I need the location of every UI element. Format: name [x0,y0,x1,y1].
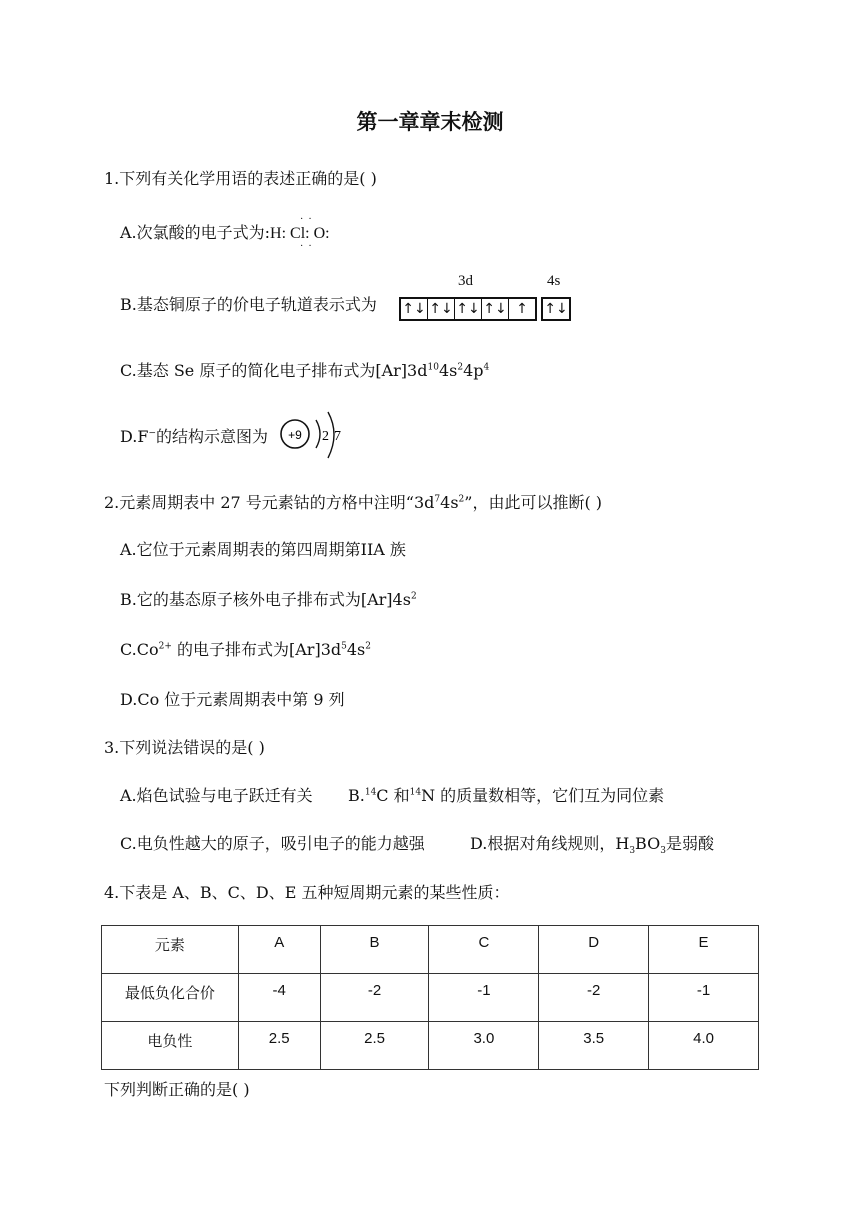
table-cell: 电负性 [102,1022,239,1070]
q3-option-c: C.电负性越大的原子，吸引电子的能力越强 [120,834,425,853]
q1-option-c: C.基态 Se 原子的简化电子排布式为$[Ar]3d^{10}4s^24p^4$ [120,361,490,380]
q1-option-a [120,214,330,252]
orbital-cell: ↑↓ [401,299,428,319]
table-cell: 2.5 [238,1022,320,1070]
q2-option-d: D.Co 位于元素周期表中第 9 列 [120,690,345,709]
nucleus-charge: +9 [288,428,302,442]
table-header-cell: E [649,926,759,974]
q2-stem: 2.元素周期表中 27 号元素钴的方格中注明“$3d^74s^2$”，由此可以推断( ) [104,493,603,512]
q1-option-a-text: A.次氯酸的电子式为: [120,223,271,242]
shell-electron-count: 7 [334,429,341,444]
q4-followup: 下列判断正确的是( ) [104,1080,250,1099]
table-header-cell: D [539,926,649,974]
fluorine-atom-structure-diagram [278,408,348,464]
hclo-electron-formula: ·· ·· H: Cl: O: [270,214,330,252]
table-row [102,974,759,1022]
orbital-box-4s [541,297,571,321]
table-cell: -2 [539,974,649,1022]
q3-option-b: B.$^{14}$C 和$^{14}$N 的质量数相等，它们互为同位素 [348,786,665,805]
q3-option-d: D.根据对角线规则，$H_3BO_3$是弱酸 [470,834,714,857]
orbital-cell: ↑↓ [455,299,482,319]
table-header-row [102,926,759,974]
table-cell: 2.5 [320,1022,429,1070]
table-cell: -1 [429,974,539,1022]
hclo-formula-text: H: Cl: O: [270,225,330,242]
shell-electron-count: 2 [322,429,329,444]
table-cell: -1 [649,974,759,1022]
q2-option-c: $C.Co^{2+}$ 的电子排布式为$[Ar]3d^54s^2$ [120,640,371,659]
table-header-cell: B [320,926,429,974]
q1-option-b-text: B.基态铜原子的价电子轨道表示式为 [120,295,377,314]
table-cell: -2 [320,974,429,1022]
table-header-cell: A [238,926,320,974]
table-cell: 3.5 [539,1022,649,1070]
q1-option-d: D.F−的结构示意图为 [120,427,269,446]
table-cell: 4.0 [649,1022,759,1070]
table-cell: -4 [238,974,320,1022]
page-title: 第一章章末检测 [356,109,504,134]
q2-option-a: A.它位于元素周期表的第四周期第IIA 族 [120,540,406,559]
orbital-label-4s: 4s [547,273,561,289]
table-header-cell: 元素 [102,926,239,974]
orbital-box-3d [399,297,537,321]
orbital-cell: ↑↓ [428,299,455,319]
q3-stem: 3.下列说法错误的是( ) [104,738,265,757]
q4-stem: 4.下表是 A、B、C、D、E 五种短周期元素的某些性质： [104,883,510,902]
orbital-label-3d: 3d [458,273,473,289]
q1-stem: 1.下列有关化学用语的表述正确的是( ) [104,169,377,188]
orbital-cell: ↑↓ [482,299,509,319]
q3-option-a: A.焰色试验与电子跃迁有关 [120,786,313,805]
table-cell: 3.0 [429,1022,539,1070]
q2-option-b: B.它的基态原子核外电子排布式为$[Ar]4s^2$ [120,590,417,609]
table-header-cell: C [429,926,539,974]
table-row [102,1022,759,1070]
orbital-cell: ↑↓ [544,301,568,317]
element-properties-table [101,925,759,1070]
orbital-cell: ↑ [516,301,528,317]
table-cell: 最低负化合价 [102,974,239,1022]
electron-shell-arc-1 [316,420,320,448]
